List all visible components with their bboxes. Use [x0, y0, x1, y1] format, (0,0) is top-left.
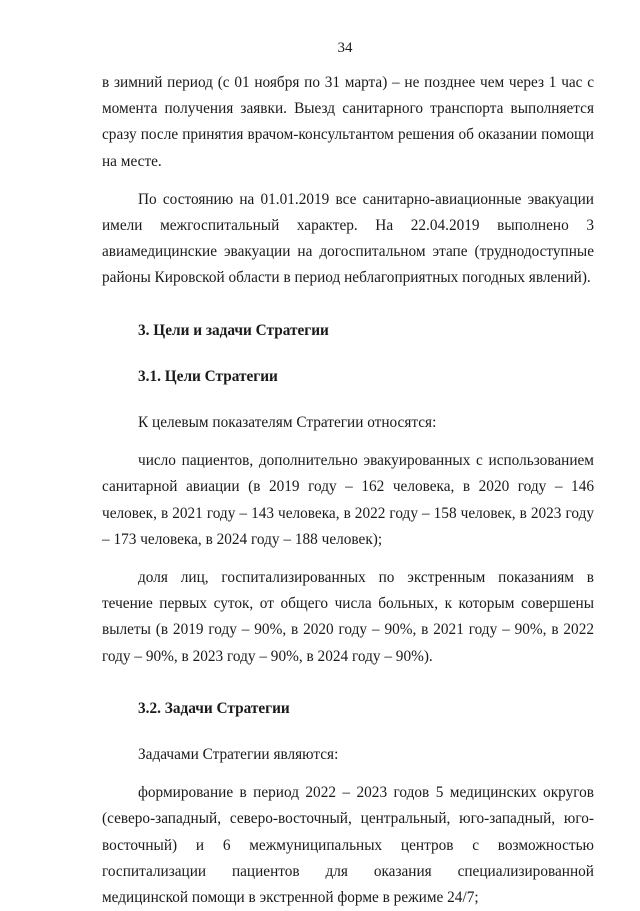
spacer — [102, 722, 594, 742]
section-heading-3: 3. Цели и задачи Стратегии — [138, 321, 329, 339]
paragraph-task-medical-districts: формирование в период 2022 – 2023 годов 5 медицинских округов (северо-западный, северо-восточный, центральный, юго-западный, юго-восточный) и 6 межмуниципальных центров с возможностью госпитализации пациентов для оказания специализированной медицинской помощи в экстренной форме в режиме 24/7; — [102, 784, 594, 907]
spacer — [102, 344, 594, 364]
page-number: 34 — [337, 40, 353, 56]
spacer — [102, 175, 594, 187]
paragraph-target-hospitalization: доля лиц, госпитализированных по экстренным показаниям в течение первых суток, от общего числа больных, к которым совершены вылеты (в 2019 году – 90%, в 2020 году – 90%, в 2021 году – 90%, в 2022 году – 90%, в 2023 году – 90%, в 2024 году – 90%). — [102, 569, 594, 665]
spacer — [102, 670, 594, 696]
paragraph-targets-intro: К целевым показателям Стратегии относятся: — [138, 414, 437, 432]
section-heading-3-2: 3.2. Задачи Стратегии — [138, 699, 290, 717]
section-heading-3-1: 3.1. Цели Стратегии — [138, 367, 278, 385]
spacer — [102, 553, 594, 565]
paragraph-target-patients: число пациентов, дополнительно эвакуированных с использованием санитарной авиации (в 2019 году – 162 человека, в 2020 году – 146 человек, в 2021 году – 143 человека, в 2022 году – 158 человек, в 2023 году – 173 человека, в 2024 году – 188 человек); — [102, 452, 594, 548]
spacer — [102, 292, 594, 318]
spacer — [102, 436, 594, 448]
spacer — [102, 390, 594, 410]
page-body — [102, 70, 594, 911]
spacer — [102, 768, 594, 780]
paragraph-winter-period: в зимний период (с 01 ноября по 31 марта) – не позднее чем через 1 час с момента получения заявки. Выезд санитарного транспорта выполняется сразу после принятия врачом-консультантом решения об оказании помощи на месте. — [102, 74, 594, 170]
paragraph-evacuation-status: По состоянию на 01.01.2019 все санитарно-авиационные эвакуации имели межгоспитальный характер. На 22.04.2019 выполнено 3 авиамедицинские эвакуации на догоспитальном этапе (труднодоступные районы Кировской области в период неблагоприятных погодных явлений). — [102, 190, 594, 287]
paragraph-tasks-intro: Задачами Стратегии являются: — [138, 746, 339, 764]
